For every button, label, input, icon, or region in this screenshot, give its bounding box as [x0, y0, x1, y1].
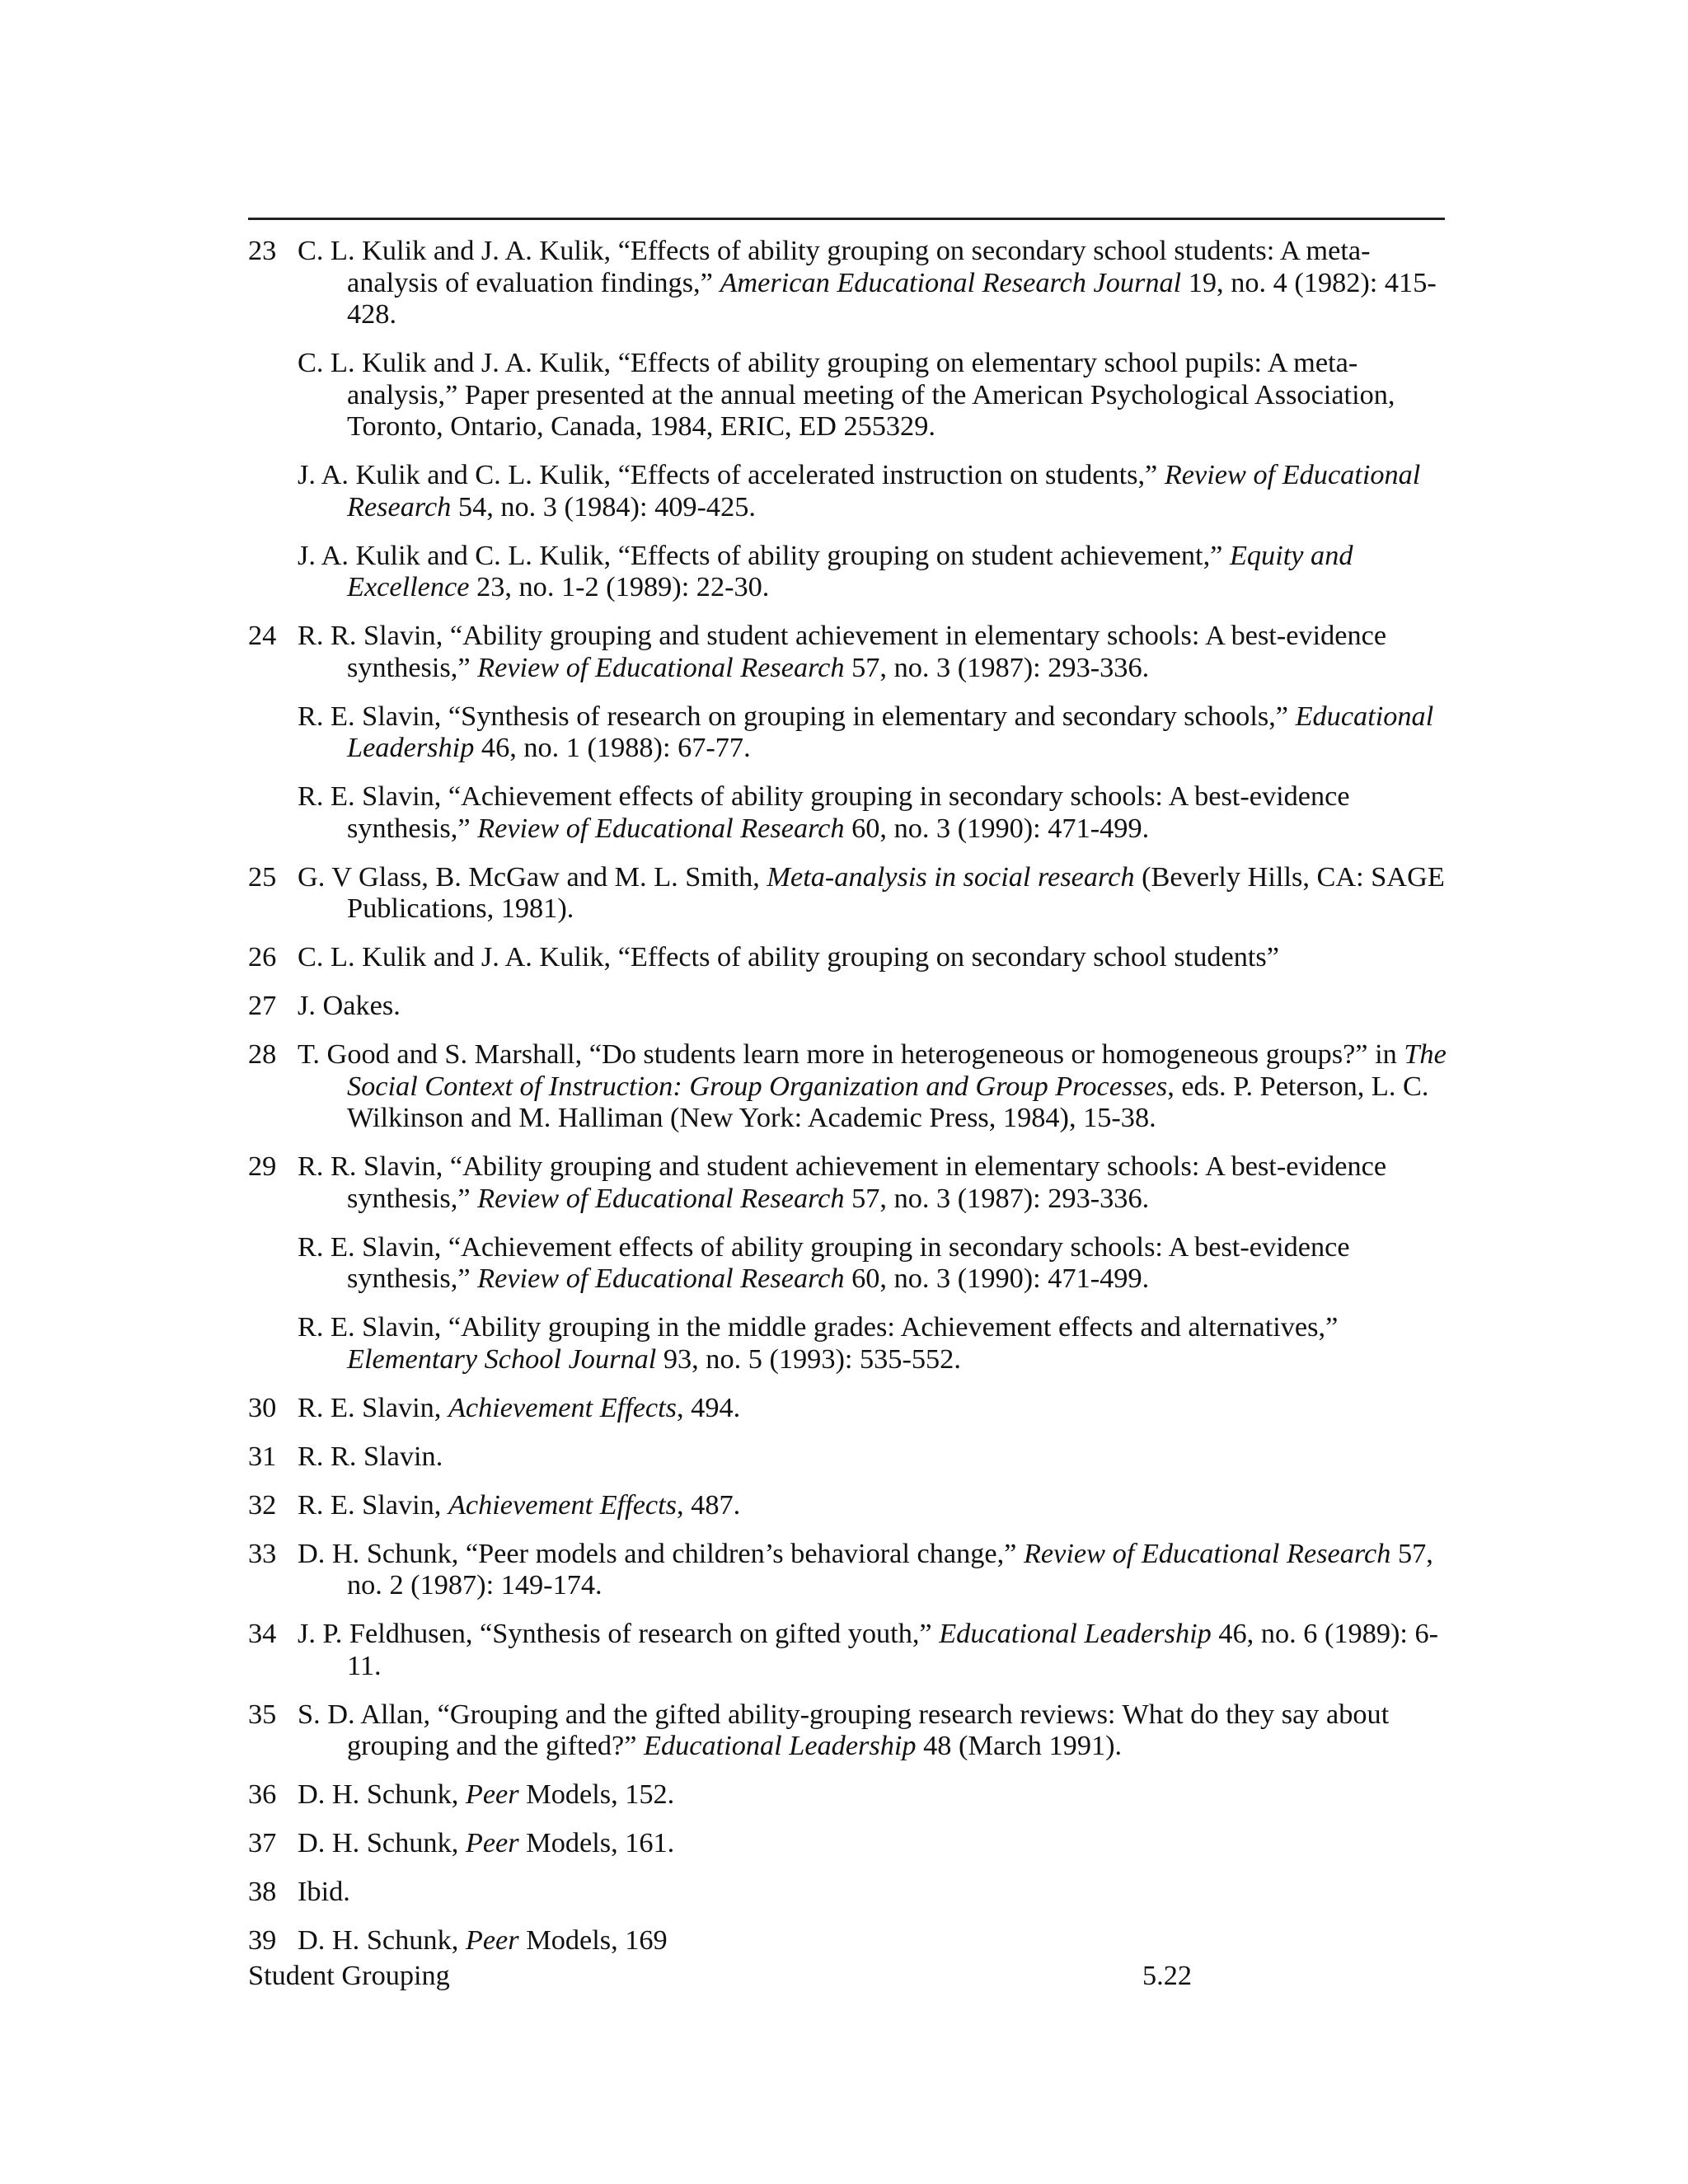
citation-segment: Models, 152. [518, 1779, 675, 1810]
endnotes-list [248, 235, 1451, 1973]
citation-text [248, 620, 1451, 683]
endnote-entry [248, 1827, 1451, 1859]
endnote-entry [248, 1311, 1451, 1375]
citation-segment: G. V Glass, B. McGaw and M. L. Smith, [298, 860, 767, 893]
endnote-entry [248, 1231, 1451, 1295]
citation-title-italic: Meta-analysis in social research [767, 860, 1135, 893]
citation-text [248, 1441, 1451, 1473]
page-footer [248, 1960, 1237, 1996]
endnote-number: 29 [248, 1151, 277, 1182]
citation-segment: R. E. Slavin, “Achievement effects of ability grouping in secondary schools: A best-evidence synthesis,” [298, 780, 1350, 844]
citation-segment: C. L. Kulik and J. A. Kulik, “Effects of ability grouping on secondary school students: A meta-analysis of evaluation findings,” [298, 235, 1371, 298]
citation-title-italic: Review of Educational Research [1023, 1537, 1391, 1569]
citation-segment: D. H. Schunk, [298, 1924, 466, 1956]
citation-segment: Ibid. [298, 1876, 350, 1907]
citation-segment: R. E. Slavin, “Synthesis of research on grouping in elementary and secondary schools,” [298, 700, 1296, 732]
endnote-entry [248, 1924, 1451, 1957]
endnote-entry [248, 1618, 1451, 1681]
citation-segment: 57, no. 2 (1987): 149-174. [347, 1537, 1433, 1601]
citation-segment: 48 (March 1991). [916, 1730, 1123, 1761]
endnote-number: 31 [248, 1440, 277, 1472]
citation-text [248, 1924, 1451, 1957]
endnote-entry [248, 701, 1451, 764]
citation-segment: Models, 169 [518, 1924, 668, 1956]
citation-text [248, 941, 1451, 973]
citation-title-italic: Review of Educational Research [477, 812, 845, 844]
citation-text [248, 990, 1451, 1022]
citation-title-italic: Peer [465, 1779, 519, 1810]
citation-segment: 19, no. 4 (1982): 415-428. [347, 266, 1437, 330]
page-number: 5.22 [1142, 1960, 1193, 1991]
citation-text [248, 1038, 1451, 1134]
endnote-entry [248, 1392, 1451, 1424]
citation-title-italic: Review of Educational Research [477, 1263, 845, 1294]
citation-segment: D. H. Schunk, “Peer models and children’s behavioral change,” [298, 1537, 1024, 1569]
citation-title-italic: Peer [465, 1924, 519, 1956]
citation-segment: C. L. Kulik and J. A. Kulik, “Effects of ability grouping on secondary school students” [298, 941, 1279, 972]
citation-title-italic: Educational Leadership [939, 1618, 1212, 1649]
endnote-entry [248, 1489, 1451, 1521]
citation-text [248, 1392, 1451, 1424]
citation-text [248, 1231, 1451, 1295]
footnote-separator-rule [248, 218, 1445, 220]
citation-segment: 46, no. 6 (1989): 6-11. [347, 1618, 1439, 1681]
endnote-entry [248, 780, 1451, 844]
endnote-number: 32 [248, 1488, 277, 1521]
citation-segment: R. E. Slavin, [298, 1391, 448, 1423]
endnote-number: 24 [248, 620, 277, 651]
endnote-number: 26 [248, 941, 277, 972]
endnote-entry [248, 540, 1451, 603]
citation-segment: 60, no. 3 (1990): 471-499. [844, 1263, 1150, 1294]
endnote-number: 30 [248, 1391, 277, 1423]
citation-segment: T. Good and S. Marshall, “Do students learn more in heterogeneous or homogeneous groups?” in [298, 1038, 1404, 1070]
endnote-number: 33 [248, 1537, 277, 1569]
citation-text [248, 1151, 1451, 1214]
citation-segment: 57, no. 3 (1987): 293-336. [844, 1182, 1150, 1214]
citation-text [248, 1311, 1451, 1375]
endnote-entry [248, 1441, 1451, 1473]
citation-text [248, 1489, 1451, 1521]
endnote-entry [248, 1538, 1451, 1601]
citation-segment: 57, no. 3 (1987): 293-336. [844, 651, 1150, 683]
citation-segment: Models, 161. [518, 1827, 675, 1858]
citation-segment: 54, no. 3 (1984): 409-425. [451, 490, 756, 523]
citation-text [248, 1779, 1451, 1811]
endnote-entry [248, 941, 1451, 973]
endnote-entry [248, 1151, 1451, 1214]
citation-segment: R. R. Slavin, “Ability grouping and student achievement in elementary schools: A best-evidence synthesis,” [298, 1151, 1387, 1214]
endnote-number: 35 [248, 1698, 277, 1730]
citation-text [248, 1827, 1451, 1859]
citation-segment: 60, no. 3 (1990): 471-499. [844, 812, 1150, 844]
citation-segment: D. H. Schunk, [298, 1779, 466, 1810]
endnote-number: 38 [248, 1876, 277, 1907]
endnote-entry [248, 861, 1451, 925]
endnote-entry [248, 990, 1451, 1022]
endnote-number: 28 [248, 1038, 277, 1070]
citation-segment: R. R. Slavin, “Ability grouping and student achievement in elementary schools: A best-evidence synthesis,” [298, 620, 1387, 683]
citation-text [248, 540, 1451, 603]
citation-title-italic: American Educational Research Journal [720, 266, 1182, 298]
citation-text [248, 1618, 1451, 1681]
citation-segment: R. E. Slavin, “Achievement effects of ability grouping in secondary schools: A best-evidence synthesis,” [298, 1230, 1350, 1294]
endnote-entry [248, 347, 1451, 443]
endnote-entry [248, 1699, 1451, 1762]
citation-title-italic: The Social Context of Instruction: Group Organization and Group Processes [347, 1038, 1447, 1102]
citation-segment: , 487. [677, 1488, 741, 1521]
citation-title-italic: Elementary School Journal [347, 1343, 657, 1375]
citation-title-italic: Educational Leadership [644, 1730, 917, 1761]
endnote-entry [248, 459, 1451, 523]
endnote-number: 39 [248, 1924, 277, 1956]
citation-text [248, 1538, 1451, 1601]
endnote-number: 36 [248, 1779, 277, 1810]
endnote-number: 37 [248, 1827, 277, 1858]
endnote-entry [248, 1876, 1451, 1908]
citation-text [248, 1876, 1451, 1908]
citation-segment: 23, no. 1-2 (1989): 22-30. [469, 571, 770, 602]
citation-title-italic: Achievement Effects [448, 1488, 678, 1521]
citation-title-italic: Review of Educational Research [477, 651, 845, 683]
citation-title-italic: Review of Educational Research [347, 459, 1421, 523]
citation-segment: C. L. Kulik and J. A. Kulik, “Effects of ability grouping on elementary school pupils: A meta-analysis,” Paper presented at the annual meeting of the American Psychological Association, Toronto, Ontario, Canada, 1984, ERIC, ED 255329. [298, 347, 1395, 442]
citation-title-italic: Equity and Excellence [347, 539, 1353, 602]
endnote-entry [248, 1038, 1451, 1134]
citation-title-italic: Achievement Effects [448, 1391, 678, 1423]
citation-title-italic: Review of Educational Research [477, 1182, 845, 1214]
endnote-entry [248, 620, 1451, 683]
citation-segment: S. D. Allan, “Grouping and the gifted ability-grouping research reviews: What do they say about grouping and the gifted?” [298, 1698, 1390, 1761]
citation-text [248, 347, 1451, 443]
footer-title: Student Grouping [248, 1960, 450, 1991]
endnote-number: 25 [248, 860, 277, 893]
citation-segment: (Beverly Hills, CA: SAGE Publications, 1981). [347, 860, 1445, 924]
citation-text [248, 1699, 1451, 1762]
endnote-number: 23 [248, 235, 277, 266]
citation-text [248, 459, 1451, 523]
citation-title-italic: Peer [465, 1827, 519, 1858]
endnote-number: 34 [248, 1618, 277, 1649]
citation-segment: J. P. Feldhusen, “Synthesis of research on gifted youth,” [298, 1618, 940, 1649]
citation-text [248, 780, 1451, 844]
endnote-entry [248, 235, 1451, 330]
citation-segment: , eds. P. Peterson, L. C. Wilkinson and M. Halliman (New York: Academic Press, 1984), 15-38. [347, 1070, 1429, 1133]
citation-segment: J. A. Kulik and C. L. Kulik, “Effects of ability grouping on student achievement,” [298, 539, 1230, 571]
citation-segment: J. A. Kulik and C. L. Kulik, “Effects of accelerated instruction on students,” [298, 459, 1165, 490]
citation-segment: R. E. Slavin, “Ability grouping in the middle grades: Achievement effects and alternatives,” [298, 1311, 1339, 1343]
citation-segment: J. Oakes. [298, 990, 401, 1021]
citation-text [248, 701, 1451, 764]
citation-segment: D. H. Schunk, [298, 1827, 466, 1858]
citation-segment: R. E. Slavin, [298, 1488, 448, 1521]
citation-segment: , 494. [677, 1391, 741, 1423]
citation-segment: 46, no. 1 (1988): 67-77. [474, 732, 751, 763]
citation-segment: R. R. Slavin. [298, 1440, 443, 1472]
endnote-number: 27 [248, 990, 277, 1021]
citation-segment: 93, no. 5 (1993): 535-552. [656, 1343, 961, 1375]
citation-text [248, 235, 1451, 330]
citation-text [248, 861, 1451, 925]
endnote-entry [248, 1779, 1451, 1811]
citation-title-italic: Educational Leadership [347, 700, 1434, 763]
